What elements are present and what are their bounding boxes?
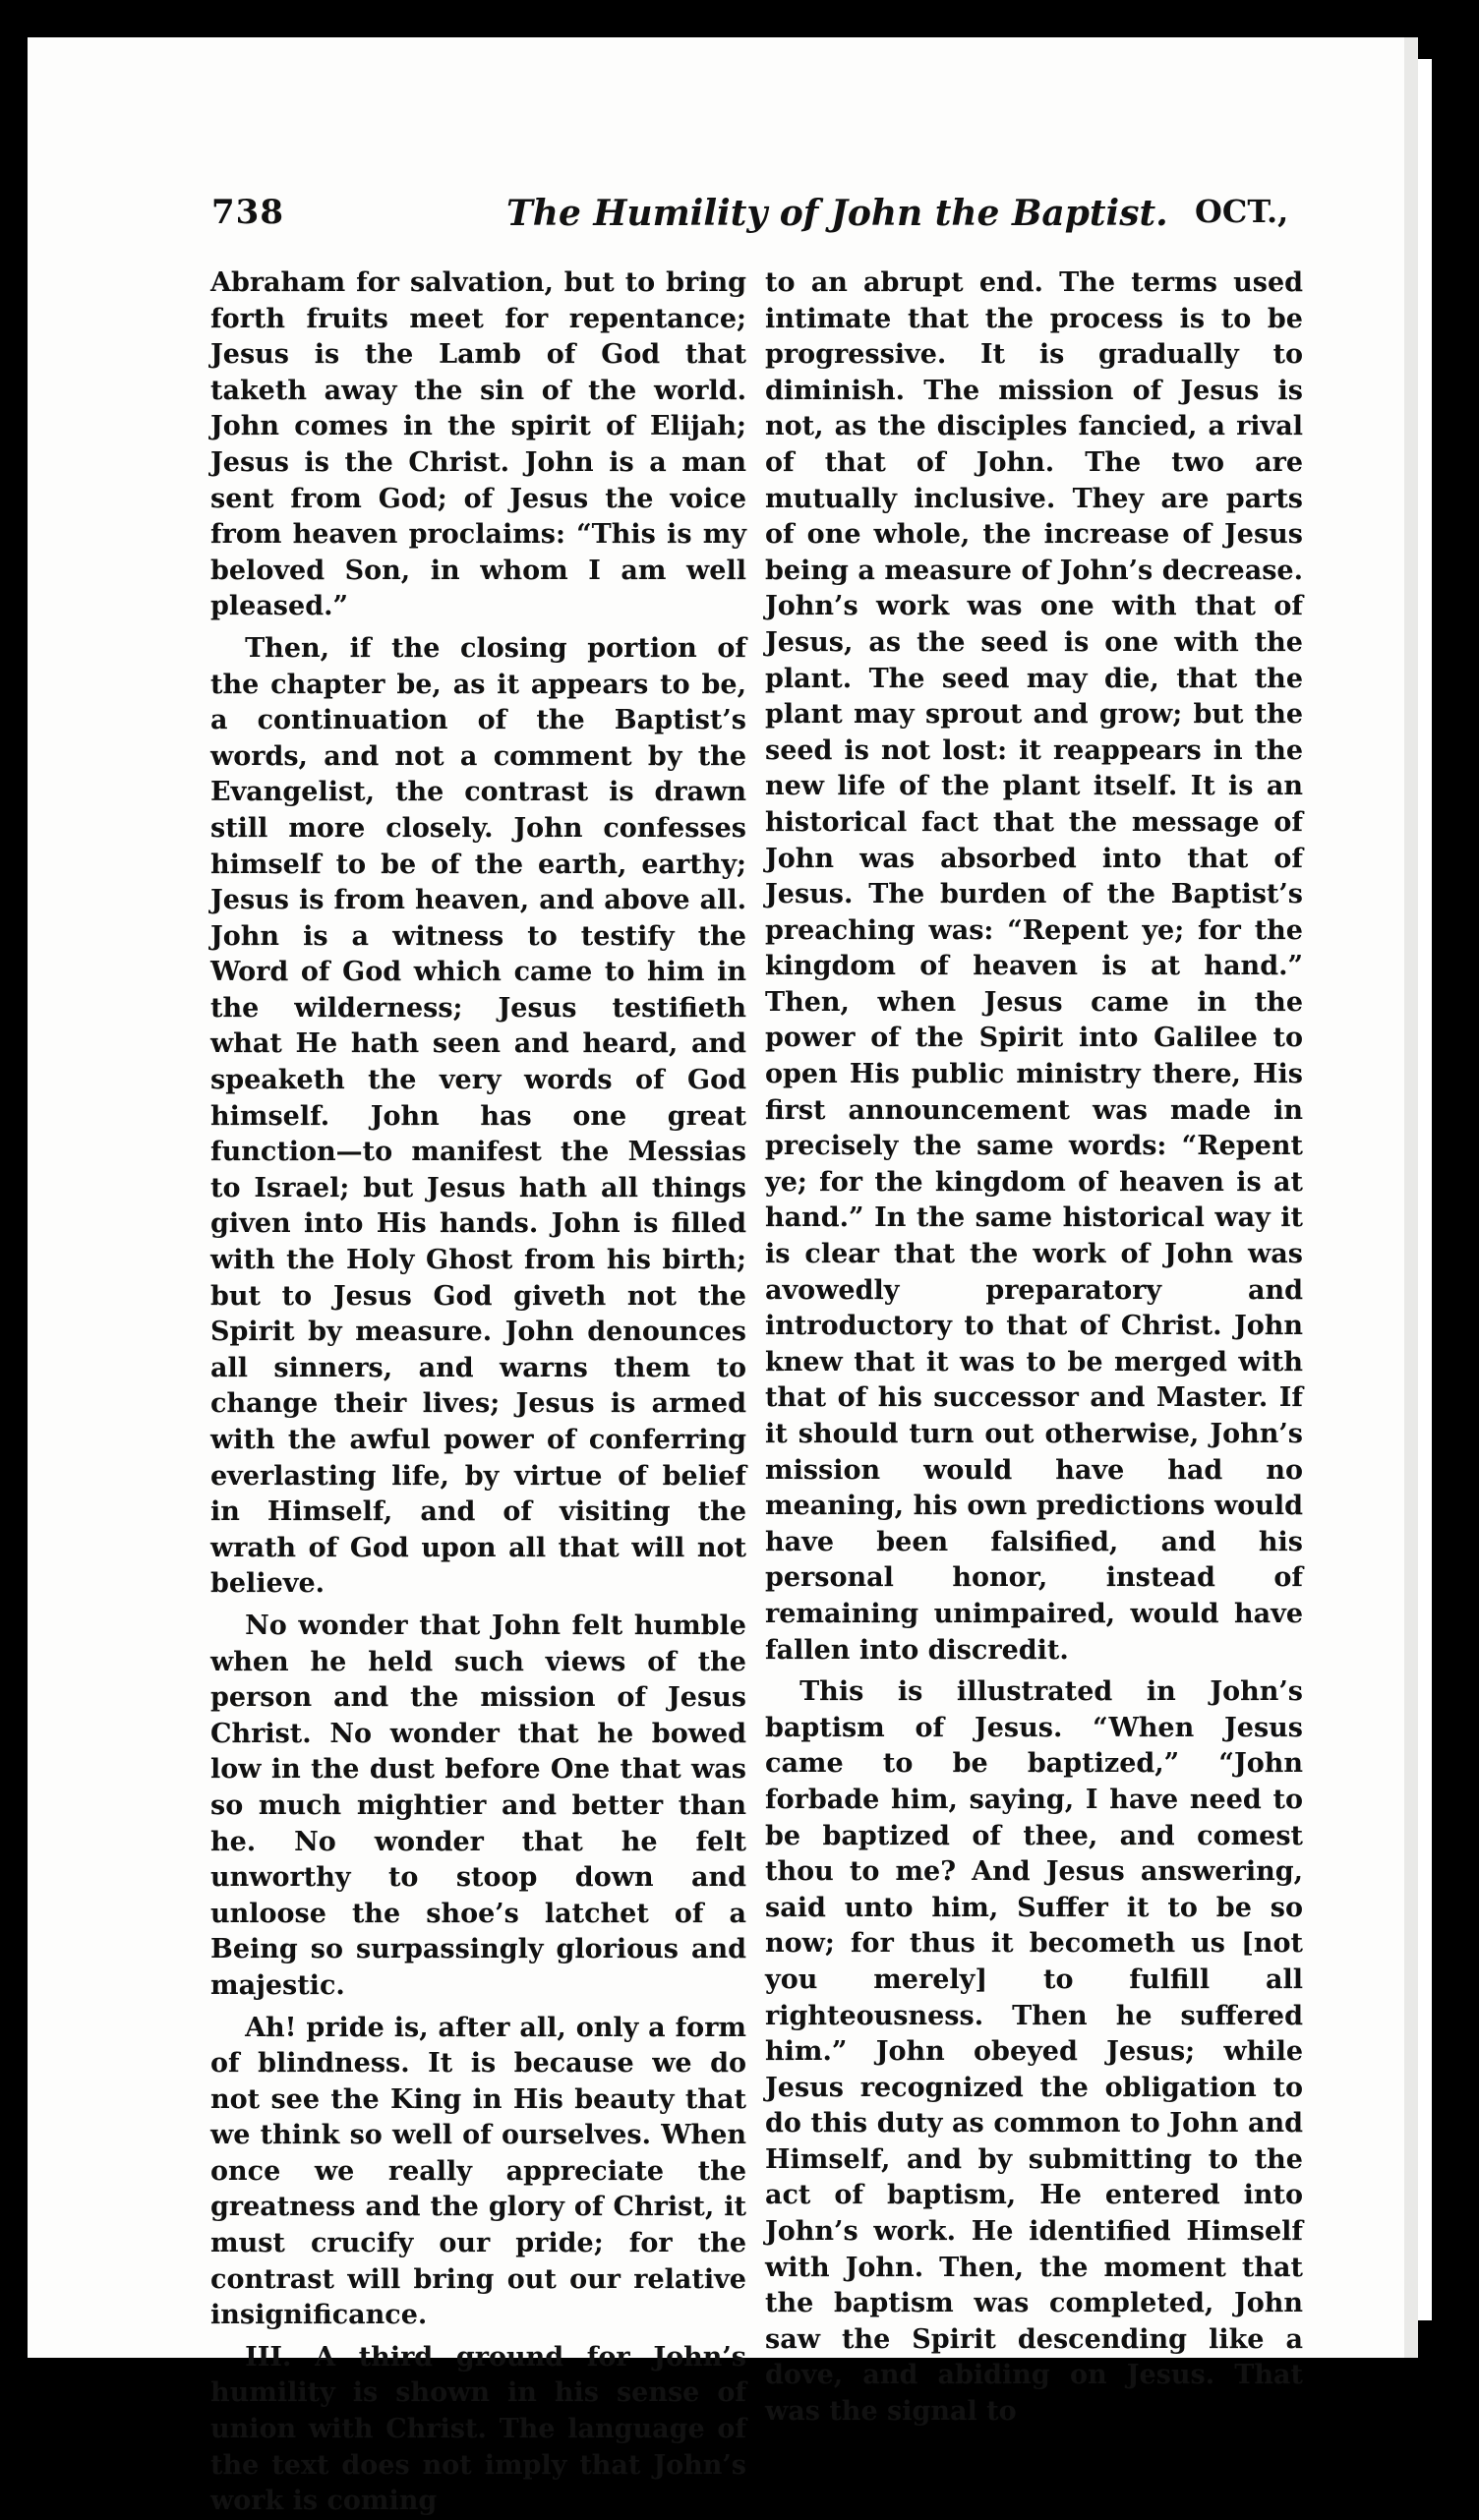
paragraph: This is illustrated in John’s baptism of Jesus. “When Jesus came to be baptized,” “John forbade him, saying, I have need to be baptized of thee, and comest thou to me? And Jesus answering, said unto him, Suffer it to be so now; for thus it becometh us [not you merely] to fulfill all righteousness. Then he suffered him.” John obeyed Jesus; while Jesus recognized the obligation to do this duty as common to John and Himself, and by submitting to the act of baptism, He entered into John’s work. He identified Himself with John. Then, the moment that the baptism was completed, John saw the Spirit descending like a dove, and abiding on Jesus. That was the signal to <box>765 1676 1303 2428</box>
right-column <box>765 265 1303 2431</box>
paragraph: to an abrupt end. The terms used intimate that the process is to be progressive. It is gradually to diminish. The mission of Jesus is not, as the disciples fancied, a rival of that of John. The two are mutually inclusive. They are parts of one whole, the increase of Jesus being a measure of John’s decrease. John’s work was one with that of Jesus, as the seed is one with the plant. The seed may die, that the plant may sprout and grow; but the seed is not lost: it reappears in the new life of the plant itself. It is an historical fact that the message of John was absorbed into that of Jesus. The burden of the Baptist’s preaching was: “Repent ye; for the kingdom of heaven is at hand.” Then, when Jesus came in the power of the Spirit into Galilee to open His public ministry there, His first announcement was made in precisely the same words: “Repent ye; for the kingdom of heaven is at hand.” In the same historical way it is clear that the work of John was avowedly preparatory and introductory to that of Christ. John knew that it was to be merged with that of his successor and Master. If it should turn out otherwise, John’s mission would have had no meaning, his own predictions would have been falsified, and his personal honor, instead of remaining unimpaired, would have fallen into discredit. <box>765 267 1303 1666</box>
running-title: The Humility of John the Baptist. <box>506 193 1168 234</box>
adjacent-page-edge <box>1418 59 1432 2320</box>
paragraph: Then, if the closing portion of the chapter be, as it appears to be, a continuation of the Baptist’s words, and not a comment by the Evangelist, the contrast is drawn still more closely. John confesses himself to be of the earth, earthy; Jesus is from heaven, and above all. John is a witness to testify the Word of God which came to him in the wilderness; Jesus testifieth what He hath seen and heard, and speaketh the very words of God himself. John has one great function—to manifest the Messias to Israel; but Jesus hath all things given into His hands. John is filled with the Holy Ghost from his birth; but to Jesus God giveth not the Spirit by measure. John denounces all sinners, and warns them to change their lives; Jesus is armed with the awful power of conferring everlasting life, by virtue of belief in Himself, and of visiting the wrath of God upon all that will not believe. <box>210 632 746 1600</box>
paragraph: Abraham for salvation, but to bring forth fruits meet for repentance; Jesus is the Lamb of God that taketh away the sin of the world. John comes in the spirit of Elijah; Jesus is the Christ. John is a man sent from God; of Jesus the voice from heaven proclaims: “This is my beloved Son, in whom I am well pleased.” <box>210 267 746 622</box>
paragraph: No wonder that John felt humble when he held such views of the person and the mission of Jesus Christ. No wonder that he bowed low in the dust before One that was so much mightier and better than he. No wonder that he felt unworthy to stoop down and unloose the shoe’s latchet of a Being so surpassingly glorious and majestic. <box>210 1610 746 2001</box>
page-number: 738 <box>211 193 284 232</box>
left-column <box>210 265 746 2520</box>
running-header <box>211 193 1293 244</box>
running-month: OCT., <box>1195 193 1289 230</box>
page-edge <box>1404 37 1418 2358</box>
paragraph: Ah! pride is, after all, only a form of blindness. It is because we do not see the King in His beauty that we think so well of ourselves. When once we really appreciate the greatness and the glory of Christ, it must crucify our pride; for the contrast will bring out our relative insignificance. <box>210 2012 746 2331</box>
paragraph: III. A third ground for John’s humility is shown in his sense of union with Christ. The language of the text does not imply that John’s work is coming <box>210 2341 746 2517</box>
